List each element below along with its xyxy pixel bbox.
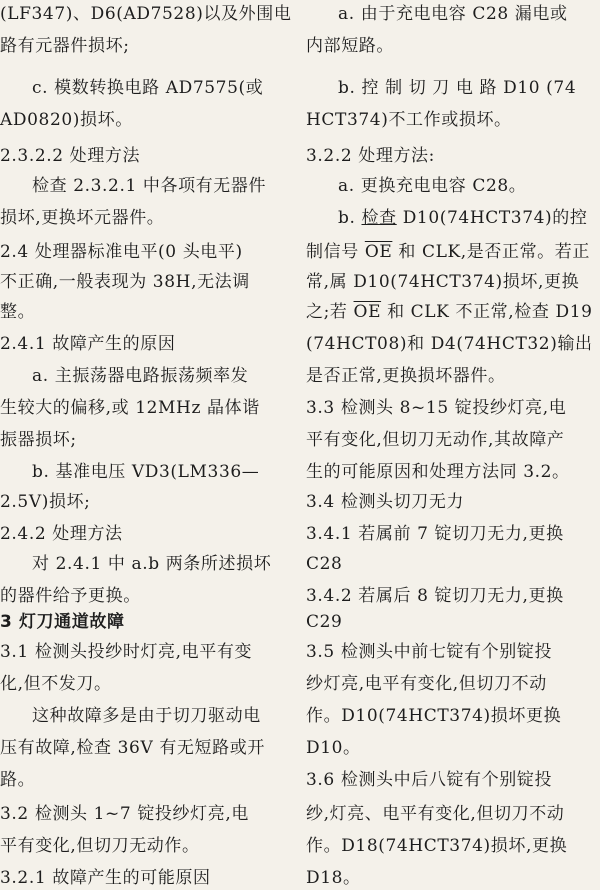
- text-line: c. 模数转换电路 AD7575(或: [32, 78, 264, 98]
- text-line: 3.2 检测头 1~7 锭投纱灯亮,电: [0, 804, 249, 824]
- text-line: 的器件给予更换。: [0, 586, 141, 606]
- text-line: 3.1 检测头投纱时灯亮,电平有变: [0, 642, 253, 662]
- text-line: b. 控 制 切 刀 电 路 D10 (74: [338, 78, 577, 98]
- text-line: a. 主振荡器电路振荡频率发: [32, 366, 249, 386]
- text-line: 3.4.2 若属后 8 锭切刀无力,更换: [306, 586, 564, 606]
- text-line: 内部短路。: [306, 36, 394, 56]
- text-line: 生较大的偏移,或 12MHz 晶体谐: [0, 398, 260, 418]
- text-line: 化,但不发刀。: [0, 674, 112, 694]
- text-line: 振器损坏;: [0, 430, 77, 450]
- text-line: 2.4.1 故障产生的原因: [0, 334, 176, 354]
- text-line: 纱,灯亮、电平有变化,但切刀不动: [306, 804, 565, 824]
- text-line: C29: [306, 612, 343, 632]
- text-line: (74HCT08)和 D4(74HCT32)输出: [306, 334, 593, 354]
- text-line: 3.5 检测头中前七锭有个别锭投: [306, 642, 553, 662]
- text-line: 之;若 $\overline{OE}$ 和 CLK 不正常,检查 D19: [306, 302, 593, 322]
- text-line: 检查 2.3.2.1 中各项有无器件: [32, 176, 267, 196]
- text-line: 整。: [0, 302, 36, 322]
- text-line: 制信号 $\overline{OE}$ 和 CLK,是否正常。若正: [306, 242, 590, 262]
- text-line: 2.4 处理器标准电平(0 头电平): [0, 242, 243, 262]
- text-line: a. 更换充电电容 C28。: [338, 176, 527, 196]
- underlined-word: 检查: [361, 208, 397, 228]
- text-line: AD0820)损坏。: [0, 110, 133, 130]
- text-line: 3.2.1 故障产生的可能原因: [0, 868, 211, 888]
- text-line: 3.4.1 若属前 7 锭切刀无力,更换: [306, 524, 564, 544]
- text-line: 3.3 检测头 8~15 锭投纱灯亮,电: [306, 398, 567, 418]
- text-line: 是否正常,更换损坏器件。: [306, 366, 506, 386]
- text-line: 作。D10(74HCT374)损坏更换: [306, 706, 562, 726]
- text-line: (LF347)、D6(AD7528)以及外围电: [0, 4, 292, 24]
- text-line: 路。: [0, 770, 36, 790]
- text-line: 这种故障多是由于切刀驱动电: [32, 706, 261, 726]
- text-line: a. 由于充电电容 C28 漏电或: [338, 4, 568, 24]
- text-line: 生的可能原因和处理方法同 3.2。: [306, 462, 570, 482]
- text-line: 2.5V)损坏;: [0, 492, 91, 512]
- text-line: D18。: [306, 868, 361, 888]
- overline-signal: $\overline{OE}$: [364, 242, 393, 262]
- text-line: 平有变化,但切刀无动作。: [0, 836, 200, 856]
- text-line: 不正确,一般表现为 38H,无法调: [0, 272, 250, 292]
- text-line: C28: [306, 554, 343, 574]
- text-line: 对 2.4.1 中 a.b 两条所述损坏: [32, 554, 272, 574]
- text-line: 路有元器件损坏;: [0, 36, 130, 56]
- text-line: 3.4 检测头切刀无力: [306, 492, 465, 512]
- overline-signal: $\overline{OE}$: [353, 302, 382, 322]
- text-line: b. 基准电压 VD3(LM336—: [32, 462, 260, 482]
- text-line: 3 灯刀通道故障: [0, 612, 125, 632]
- text-line: 损坏,更换坏元器件。: [0, 208, 165, 228]
- text-line: 常,属 D10(74HCT374)损坏,更换: [306, 272, 580, 292]
- text-line: 纱灯亮,电平有变化,但切刀不动: [306, 674, 547, 694]
- text-line: b. 检查 D10(74HCT374)的控: [338, 208, 588, 228]
- text-line: HCT374)不工作或损坏。: [306, 110, 512, 130]
- text-line: 作。D18(74HCT374)损坏,更换: [306, 836, 568, 856]
- text-line: 2.3.2.2 处理方法: [0, 146, 141, 166]
- text-line: 平有变化,但切刀无动作,其故障产: [306, 430, 565, 450]
- text-line: D10。: [306, 738, 361, 758]
- text-line: 2.4.2 处理方法: [0, 524, 123, 544]
- text-line: 3.6 检测头中后八锭有个别锭投: [306, 770, 553, 790]
- text-line: 3.2.2 处理方法:: [306, 146, 435, 166]
- text-line: 压有故障,检查 36V 有无短路或开: [0, 738, 265, 758]
